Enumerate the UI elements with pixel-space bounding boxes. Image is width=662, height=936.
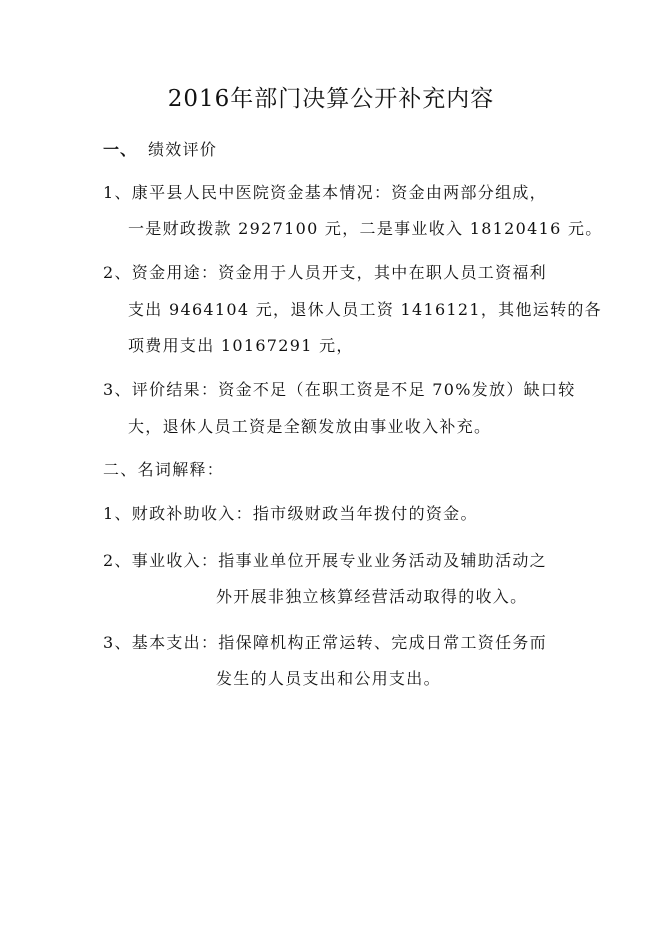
section1-item1-line2: 一是财政拨款 2927100 元，二是事业收入 18120416 元。 bbox=[128, 219, 603, 238]
section1-item2-line3: 项费用支出 10167291 元， bbox=[128, 336, 354, 355]
section1-item2-line1: 2、资金用途：资金用于人员开支，其中在职人员工资福利 bbox=[103, 263, 547, 282]
section1-item3-line1: 3、评价结果：资金不足（在职工资是不足 70%发放）缺口较 bbox=[103, 380, 576, 399]
section2-item2-line1: 2、事业收入：指事业单位开展专业业务活动及辅助活动之 bbox=[103, 551, 547, 570]
section2-item3-line2: 发生的人员支出和公用支出。 bbox=[216, 669, 441, 688]
section2-heading: 二、名词解释： bbox=[103, 460, 225, 479]
document-title: 2016年部门决算公开补充内容 bbox=[167, 86, 495, 112]
section1-item1-line1: 1、康平县人民中医院资金基本情况：资金由两部分组成， bbox=[103, 183, 547, 202]
section1-heading-text: 绩效评价 bbox=[148, 140, 218, 159]
section2-item3-line1: 3、基本支出：指保障机构正常运转、完成日常工资任务而 bbox=[103, 633, 547, 652]
section2-item1-line1: 1、财政补助收入：指市级财政当年拨付的资金。 bbox=[103, 504, 478, 523]
section1-item2-line2: 支出 9464104 元，退休人员工资 1416121，其他运转的各 bbox=[128, 300, 602, 319]
section1-heading-number: 一、 bbox=[103, 140, 138, 159]
section2-item2-line2: 外开展非独立核算经营活动取得的收入。 bbox=[216, 587, 528, 606]
section1-item3-line2: 大，退休人员工资是全额发放由事业收入补充。 bbox=[128, 417, 492, 436]
